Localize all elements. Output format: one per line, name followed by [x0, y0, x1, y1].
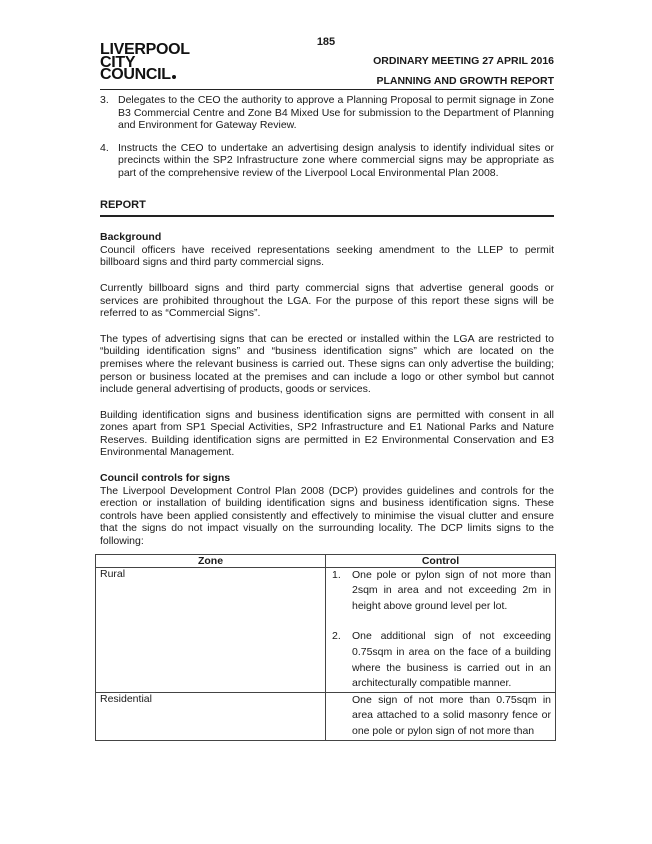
recommendation-item-3: [100, 94, 554, 132]
report-heading: REPORT: [100, 199, 554, 218]
control-number: 1.: [332, 568, 341, 581]
control-text: One sign of not more than 0.75sqm in area attached to a solid masonry fence or one pole or pylon sign of not more than: [352, 693, 551, 737]
zone-column-header: Zone: [96, 554, 326, 567]
controls-heading: Council controls for signs: [100, 472, 231, 485]
item-number: 4.: [100, 141, 109, 154]
control-column-header: Control: [326, 554, 556, 567]
logo-line-2: CITY: [100, 53, 136, 71]
logo-line-3: COUNCIL: [100, 66, 171, 83]
background-paragraph-4: Building identification signs and business identification signs are permitted with consent in all zones apart from SP1 Special Activities, SP2 Infrastructure and E1 National Parks and Nature Reserves. Building identification signs are permitted in E2 Environmental Conservation and E3 Environmental Management.: [100, 408, 554, 459]
control-item: [330, 629, 551, 691]
document-body: [100, 94, 554, 741]
item-text: Instructs the CEO to undertake an advertising design analysis to identify individual sites or precincts within the SP2 Infrastructure zone where commercial signs may be appropriate as part of the comprehensive review of the Liverpool Local Environmental Plan 2008.: [118, 141, 554, 179]
background-paragraph-3: The types of advertising signs that can be erected or installed within the LGA are restricted to “building identification signs” and “business identification signs” which are located on the premises where the relevant business is carried out. These signs can only advertise the building; person or business located at the premises and can include a logo or other symbol but cannot include general advertising of products, goods or services.: [100, 332, 554, 396]
recommendation-item-4: [100, 142, 554, 180]
table-row: [96, 692, 556, 740]
control-text: One pole or pylon sign of not more than 2sqm in area and not exceeding 2m in height above ground level per lot.: [352, 568, 551, 612]
item-text: Delegates to the CEO the authority to approve a Planning Proposal to permit signage in Zone B3 Commercial Centre and Zone B4 Mixed Use for submission to the Department of Planning and Environment for Gateway Review.: [118, 94, 554, 132]
control-cell: [326, 567, 556, 692]
page-number: 185: [316, 36, 336, 48]
control-cell: [326, 692, 556, 740]
logo-line-1: LIVERPOOL: [100, 41, 190, 58]
controls-paragraph: The Liverpool Development Control Plan 2008 (DCP) provides guidelines and controls for the erection or installation of building identification signs and business identification signs. These controls have been applied consistently and effectively to minimise the visual clutter and ensure that the signs do not impact visually on the surrounding locality. The DCP limits signs to the following:: [100, 484, 554, 548]
sign-controls-table: [95, 554, 556, 741]
zone-cell: Rural: [96, 567, 326, 692]
zone-cell: Residential: [96, 692, 326, 740]
control-item: [330, 568, 551, 615]
background-paragraph-2: Currently billboard signs and third party commercial signs that advertise general goods or services are prohibited throughout the LGA. For the purpose of this report these signs will be referred to as “Commercial Signs”.: [100, 281, 554, 320]
item-number: 3.: [100, 94, 109, 106]
logo-dot-icon: [172, 75, 176, 79]
report-title-header: PLANNING AND GROWTH REPORT: [376, 75, 554, 87]
meeting-title: ORDINARY MEETING 27 APRIL 2016: [373, 55, 554, 67]
council-logo: [100, 41, 220, 83]
control-text: One additional sign of not exceeding 0.75sqm in area on the face of a building where the business is carried out in an architecturally compatible manner.: [352, 630, 551, 690]
background-heading: Background: [100, 231, 162, 244]
header-divider: [100, 89, 554, 90]
table-header-row: [96, 554, 556, 567]
table-row: [96, 567, 556, 692]
background-paragraph-1: Council officers have received representations seeking amendment to the LLEP to permit billboard signs and third party commercial signs.: [100, 243, 554, 269]
control-number: 2.: [332, 630, 341, 643]
